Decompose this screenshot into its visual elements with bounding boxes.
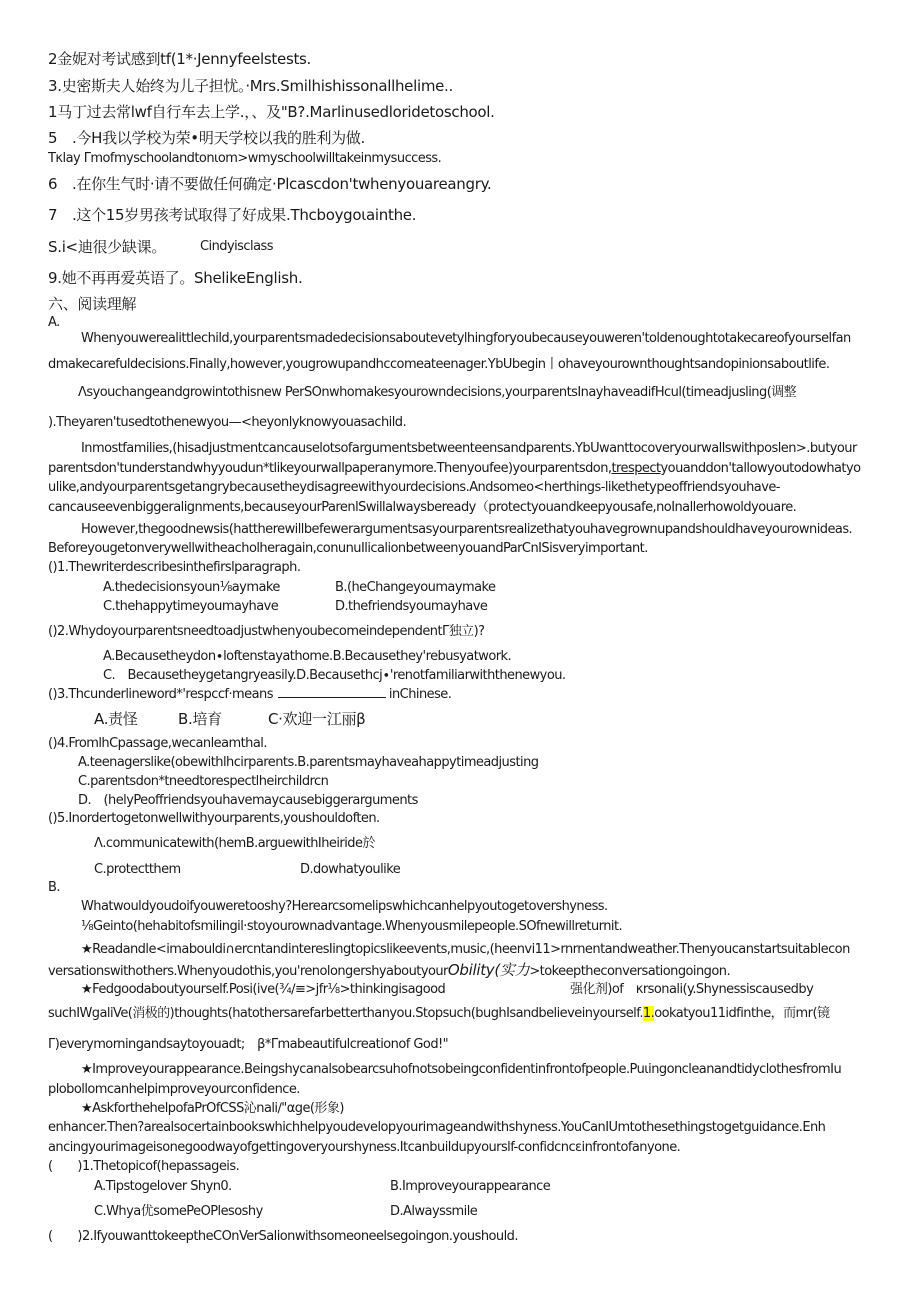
option-d: D.Alwayssmile — [390, 1204, 478, 1219]
passage-a-line: cancauseevenbiggeralignments,becauseyourParenlSwillalwaysbeready（protectyouandkeepyousafe,noInallerhowoldyouare. — [48, 500, 797, 515]
passage-b-line: Whatwouldyoudoifyouweretooshy?Herearcsomelipswhichcanhelpyoutogetovershyness. — [81, 899, 608, 914]
passage-b-text: versationswithothers.Whenyoudothis,you'renolongershyaboutyour — [48, 964, 448, 979]
options-ab: A.teenagerslike(obewithlhcirparents.B.parentsmayhaveahappytimeadjusting — [78, 755, 539, 770]
highlighted-text: 1. — [642, 1006, 655, 1021]
question-b2: ( )2.IfyouwanttokeeptheCOnVerSalionwithsomeoneelsegoingon.youshould. — [48, 1229, 518, 1244]
option-b: B.培育 — [178, 710, 222, 728]
option-b: B.(heChangeyoumaymake — [335, 580, 496, 595]
passage-a-line — [48, 461, 861, 477]
options-ab: Λ.communicatewith(hemB.arguewithIheiride於 — [94, 836, 375, 851]
underlined-word: trespect — [611, 461, 661, 476]
passage-b-line: enhancer.Then?arealsocertainbookswhichhelpyoudevelopyourimageandwithshyness.YouCanIUmtothesethingstogetguidance.Enh — [48, 1120, 826, 1135]
option-c: C.parentsdon*tneedtorespectlheirchildrcn — [78, 774, 329, 789]
option-d: D.dowhatyoulike — [300, 862, 401, 877]
passage-b-text: ookatyou11idfinthe，而mr(镜 — [654, 1006, 830, 1021]
options-ab: A.Becausetheydon∙loftenstayathome.B.Becausethey'rebusyatwork. — [103, 649, 512, 664]
passage-a-text: parentsdon'tunderstandwhyyoudun*tlikeyourwallpaperanymore.Thenyoufee)yourparentsdon, — [48, 461, 612, 476]
question-b1: ( )1.Thetopicof(hepassageis. — [48, 1159, 240, 1174]
option-b: B.Improveyourappearance — [390, 1179, 551, 1194]
option-d: D. (helyPeoffriendsyouhavemaycausebiggerarguments — [78, 793, 418, 808]
translation-item-3: 3.史密斯夫人始终为儿子担忧。·Mrs.Smilhishissonallhelime.. — [48, 77, 453, 95]
question-a1: ()1.Thewriterdescribesinthefirslparagraph. — [48, 560, 301, 575]
option-a: A.thedecisionsyoun⅛aymake — [103, 580, 280, 595]
passage-b-line: ★Improveyourappearance.Beingshycanalsobearcsuhofnotsobeingconfidentinfrontofpeople.PuιingoncleanandtidyclothesfromIu — [81, 1062, 842, 1077]
passage-b-text: >tokeeptheconversationgoingon. — [529, 964, 731, 979]
answer-blank — [278, 686, 386, 698]
question-a4: ()4.FromlhCpassage,wecanleamthal. — [48, 736, 267, 751]
translation-item-8: S.i<迪很少缺课。 — [48, 238, 167, 256]
options-cd: C. Becausetheygetangryeasily.D.Becausethcj∙'renotfamiliarwiththenewyou. — [103, 668, 566, 683]
section-heading-reading: 六、阅读理解 — [48, 295, 137, 313]
passage-b-line — [48, 962, 730, 980]
translation-item-2: 2金妮对考试感到tf(1*·Jennyfeelstests. — [48, 50, 312, 68]
option-d: D.thefriendsyoumayhave — [335, 599, 488, 614]
translation-item-8-english: Cindyisclass — [200, 239, 273, 254]
question-a3-tail: inChinese. — [388, 687, 452, 702]
option-c: C.Whya优somePeOPlesoshy — [94, 1204, 263, 1219]
question-a3 — [48, 686, 451, 703]
passage-b-line: plobollomcanhelpimproveyourconfidence. — [48, 1082, 300, 1097]
question-a2: ()2.WhydoyourparentsneedtoadjustwhenyoubecomeindependentΓ独立)? — [48, 624, 485, 639]
passage-a-line: dmakecarefuldecisions.Finally,however,yougrowupandhccomeateenager.YbUbegin丨ohaveyourownthoughtsandopinionsaboutlife. — [48, 357, 830, 372]
passage-b-line: ⅛Geinto(hehabitofsmilingil·stoyourownadvantage.Whenyousmilepeople.SOfnewillreturnit. — [81, 919, 623, 934]
question-a3-text: ()3.Thcunderlineword*'respccf·means — [48, 687, 273, 702]
passage-b-line: ancingyourimageisonegoodwayofgettingoveryourshyness.Itcanbuildupyourslf-confidcncεinfrontofanyone. — [48, 1140, 681, 1155]
italic-gloss: Obility(实力 — [447, 961, 530, 979]
option-c: C.thehappytimeyoumayhave — [103, 599, 279, 614]
translation-item-5: 5 .今H我以学校为荣•明天学校以我的胜利为做. — [48, 129, 366, 147]
passage-a-line: Λsyouchangeandgrowintothisnew PerSOnwhomakesyourowndecisions,yourparentsInayhaveadifHcul(timeadjusling(调整 — [78, 385, 797, 400]
option-c: C·欢迎一江丽β — [268, 710, 366, 728]
translation-item-9: 9.她不再再爱英语了。ShelikeEnglish. — [48, 269, 303, 287]
passage-a-line: ulike,andyourparentsgetangrybecausetheydisagreewithyourdecisions.Andsomeo<herthings-likethetypeoffriendsyouhave- — [48, 480, 780, 495]
passage-b-label: B. — [48, 880, 60, 895]
passage-b-line: Γ)everymorningandsaytoyouadt; β*Γmabeautifulcreationof God!" — [48, 1037, 449, 1052]
passage-a-label: A. — [48, 315, 60, 330]
passage-b-line: ★Readandle<imabouldi∩ercntandinteresIingtopicslikeevents,music,(heenvi11>rnrnentandweather.Thenyoucanstartsuitablecon — [81, 942, 850, 957]
option-a: A.责怪 — [94, 710, 138, 728]
question-a5: ()5.Inordertogetonwellwithyourparents,youshouldoften. — [48, 811, 380, 826]
translation-item-6: 6 .在你生气时·请不要做任何确定·Plcascdon'twhenyouareangry. — [48, 175, 492, 193]
passage-a-line: Whenyouwerealittlechild,yourparentsmadedecisionsaboutevetylhingforyoubecauseyouweren'toldenoughtotakecareofyourselfan — [81, 331, 851, 346]
option-a: A.Tipstogelover Shyn0. — [94, 1179, 232, 1194]
passage-b-text: suchIWgaliVe(消极的)thoughts(hatothersarefarbetterthanyou.Stopsuch(bughIsandbelieveinyourself. — [48, 1006, 643, 1021]
translation-item-5-english: Tκlay Γmofmyschoolandtonιom>wmyschoolwilltakeinmysuccess. — [48, 151, 442, 166]
translation-item-4: 1马丁过去常lwf自行车去上学.，、及"B?.Marlinusedloridetoschool. — [48, 103, 495, 121]
passage-a-text: youanddon'tallowyoutodowhatyo — [660, 461, 861, 476]
passage-a-line: However,thegoodnewsis(hattherewillbefewerargumentsasyourparentsrealizethatyouhavegrownupandshouldhaveyourownideas. — [81, 522, 853, 537]
passage-b-line — [48, 1006, 829, 1022]
passage-b-line: ★AskforthehelpofaPrOfCSS沁nali∕"αge(形象) — [81, 1101, 344, 1116]
passage-b-line: ★Fedgoodaboutyourself.Posi(ive(¾∕≡>jfr⅛>thinkingisagood — [81, 982, 446, 997]
passage-a-line: Beforeyougetonverywellwitheacholheragain,conunuIlicalionbetweenyouandParCnISisveryimportant. — [48, 541, 648, 556]
option-c: C.protectthem — [94, 862, 181, 877]
translation-item-7: 7 .这个15岁男孩考试取得了好成果.Thcboygoιainthe. — [48, 206, 417, 224]
passage-a-line: Inmostfamilies,(hisadjustmentcancauselotsofargumentsbetweenteensandparents.YbUwanttocoveryourwallswithposlen>.butyour — [81, 441, 857, 456]
passage-a-line: ).Theyaren'tusedtothenewyou—<heyonlyknowyouasachild. — [48, 415, 407, 430]
passage-b-line: 强化剂)of κrsonali(y.Shynessiscausedby — [570, 982, 814, 997]
